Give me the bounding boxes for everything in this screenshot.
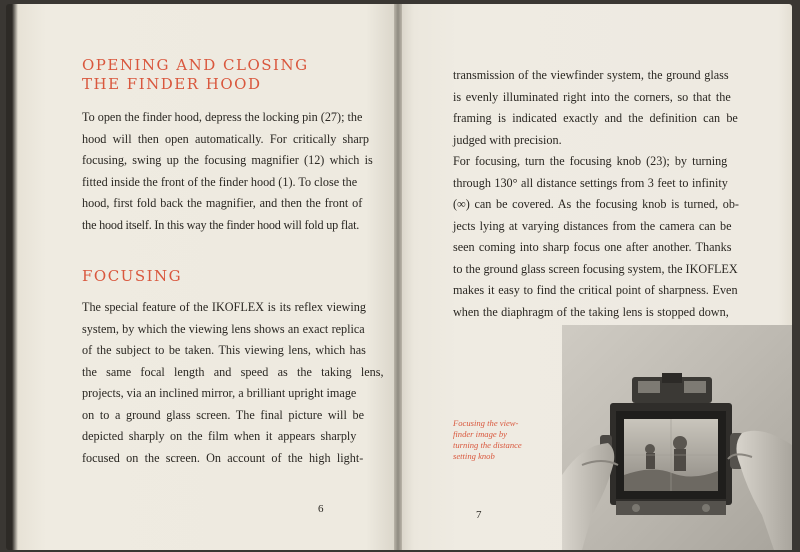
text-line: focusing, swing up the focusing magnifier (12) which is [82,153,373,167]
text-line: For focusing, turn the focusing knob (23); by turning [453,154,728,168]
text-line: when the diaphragm of the taking lens is stopped down, [453,304,729,319]
text-line: hood will then open automatically. For critically sharp [82,131,369,146]
opening-paragraph [82,107,373,236]
text-line: The special feature of the IKOFLEX is its reflex viewing [82,300,366,314]
text-line: the hood itself. In this way the finder hood will fold up flat. [82,217,360,232]
caption-line: turning the distance [453,440,522,450]
text-line: on to a ground glass screen. The final picture will be [82,407,364,422]
text-line: hood, first fold back the magnifier, and then the front of [82,196,363,210]
focusing-paragraph [82,297,384,469]
page-number-left: 6 [318,503,324,515]
text-line: of the subject to be taken. This viewing lens, which has [82,343,366,357]
text-line: depicted sharply on the film when it appears sharply [82,429,357,443]
page-number-right: 7 [476,509,482,521]
text-line: To open the finder hood, depress the locking pin (27); the [82,110,363,124]
text-line: makes it easy to find the critical point of sharpness. Even [453,283,738,297]
text-line: jects lying at varying distances from the camera can be [453,218,732,233]
heading-focusing [82,267,182,286]
caption-line: setting knob [453,451,495,461]
heading-line: OPENING AND CLOSING [82,56,309,74]
text-line: seen coming into sharp focus one after another. Thanks [453,240,732,254]
text-line: to the ground glass screen focusing system, the IKOFLEX [453,261,738,276]
book-gutter [394,4,402,550]
text-line: fitted inside the front of the finder hood (1). To close the [82,174,358,189]
caption-line: Focusing the view- [453,418,519,428]
heading-line: THE FINDER HOOD [82,75,262,93]
text-line: system, by which the viewing lens shows an exact replica [82,321,365,336]
photo-caption [453,418,522,462]
text-line: transmission of the viewfinder system, the ground glass [453,68,729,82]
right-page-paragraph [453,65,739,323]
caption-line: finder image by [453,429,507,439]
heading-opening-closing [82,56,309,94]
text-line: focused on the screen. On account of the high light- [82,450,364,465]
text-line: projects, via an inclined mirror, a brilliant upright image [82,386,357,400]
text-line: through 130° all distance settings from 3 feet to infinity [453,175,728,190]
camera-photo [562,325,792,550]
heading-line: FOCUSING [82,267,183,285]
text-line: judged with precision. [453,132,562,147]
text-line: framing is indicated exactly and the definition can be [453,111,738,125]
text-line: the same focal length and speed as the taking lens, [82,364,384,379]
camera-photo-icon [562,325,792,550]
text-line: (∞) can be covered. As the focusing knob is turned, ob- [453,197,739,211]
text-line: is evenly illuminated right into the corners, so that the [453,89,731,104]
